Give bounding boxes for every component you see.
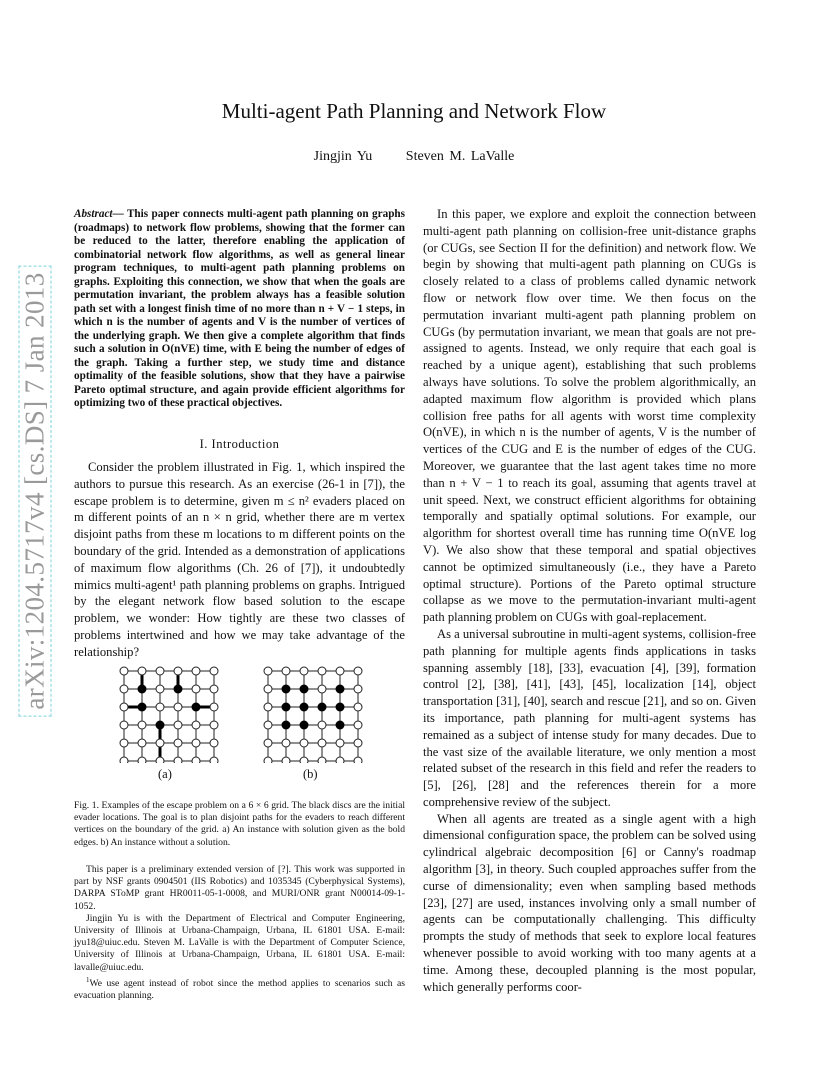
- author-name: Steven M. LaValle: [405, 149, 515, 164]
- arxiv-identifier[interactable]: arXiv:1204.5717v4 [cs.DS] 7 Jan 2013: [19, 265, 52, 716]
- author-list: [0, 149, 828, 165]
- footnote-marker: 1: [86, 975, 90, 984]
- right-paragraph: When all agents are treated as a single agent with a high dimensional configuration space, the problem can be solved using cylindrical algebraic decomposition [6] or Canny's roadmap algorithm [3], in theory. Such coupled approaches suffer from the curse of dimensionality; even when sampling based methods [23], [27] are used, instances involving only a small number of agents can be computationally challenging. This difficulty prompts the study of methods that seek to explore local features whenever possible to avoid working with too many agents at a time. Among these, decoupled planning is the most popular, which generally performs coor-: [423, 811, 756, 994]
- abstract-text: — This paper connects multi-agent path planning on graphs (roadmaps) to network flow problems, showing that the former can be reduced to the latter, therefore enabling the application of combinatorial network flow algorithms, as well as general linear program techniques, to multi-agent path planning problems on graphs. Exploiting this connection, we show that when the goals are permutation invariant, the problem always has a feasible solution path set with a longest finish time of no more than n + V − 1 steps, in which n is the number of agents and V is the number of vertices of the underlying graph. We then give a complete algorithm that finds such a solution in O(nVE) time, with E being the number of edges of the graph. Taking a further step, we study time and distance optimality of the feasible solutions, show that they have a pairwise Pareto optimal structure, and again provide efficient algorithms for optimizing two of these practical objectives.: [74, 208, 405, 409]
- figure-label-b: (b): [303, 767, 318, 781]
- arxiv-sidebar: [18, 256, 52, 726]
- right-paragraph: In this paper, we explore and exploit the connection between multi-agent path planning on collision-free unit-distance graphs (or CUGs, see Section II for the definition) and network flow. We begin by showing that multi-agent path planning on CUGs is closely related to a class of problems called dynamic network flow or network flow over time. We then focus on the permutation invariant multi-agent path planning problem on CUGs (by permutation invariant, we mean that goals are not pre-assigned to agents. Instead, we only require that each goal is reached by a unique agent), establishing that such problems always have solutions. To solve the problem algorithmically, an adapted maximum flow algorithm is provided which plans collision free paths for all agents with worst time complexity O(nVE), in which n is the number of agents, V is the number of vertices of the CUG and E is the number of edges of the CUG. Moreover, we guarantee that the last agent takes time no more than n + V − 1 to reach its goal, assuming that agents travel at unit speed. Next, we construct efficient algorithms for obtaining temporally and spatially optimal solutions. For example, our algorithm for shortest overall time has running time O(nVE log V). We also show that these temporal and spatial objectives cannot be optimized simultaneously (i.e., they have a Pareto optimal structure). Portions of the Pareto optimal structure collapse as we move to the permutation-invariant multi-agent path planning problem on CUGs with goal-replacement.: [423, 207, 756, 625]
- abstract-label: Abstract: [74, 208, 113, 220]
- right-column: [423, 206, 756, 995]
- funding-note: This paper is a preliminary extended version of [?]. This work was supported in part by NSF grants 0904501 (IIS Robotics) and 1035345 (Cyberphysical Systems), DARPA SToMP grant HR0011-05-1-0008, and MURI/ONR grant N00014-09-1-1052.: [74, 864, 405, 912]
- right-paragraph: As a universal subroutine in multi-agent systems, collision-free path planning for multiple agents finds applications in tasks spanning assembly [18], [33], evacuation [4], [39], formation control [2], [38], [41], [43], [45], localization [14], object transportation [31], [40], search and rescue [21], and so on. Given its importance, path planning for multi-agent systems has remained as a subject of intense study for many decades. Due to the vast size of the available literature, we only mention a most related subset of the research in this field and refer the readers to [5], [26], [28] and the references therein for a more comprehensive review of the subject.: [423, 626, 756, 809]
- intro-text: Consider the problem illustrated in Fig. 1, which inspired the authors to pursue this research. As an exercise (26-1 in [7]), the escape problem is to determine, given m ≤ n² evaders placed on m different points of an n × n grid, whether there are m vertex disjoint paths from these m locations to m different points on the boundary of the grid. Intended as a demonstration of applications of maximum flow algorithms (Ch. 26 of [7]), it undoubtedly mimics multi-agent¹ path planning problems on graphs. Intrigued by the elegant network flow based solution to the escape problem, we wonder: How tightly are these two classes of problems intertwined and how we may take advantage of the relationship?: [74, 460, 405, 659]
- grid-b: [260, 663, 370, 763]
- figure-1: [100, 663, 380, 785]
- figure-caption: Fig. 1. Examples of the escape problem on a 6 × 6 grid. The black discs are the initial evader locations. The goal is to plan disjoint paths for the evaders to reach different vertices on the boundary of the grid. a) An instance with solution given as the bold edges. b) An instance without a solution.: [74, 800, 405, 848]
- agent-footnote: [74, 974, 405, 1003]
- agent-footnote-text: We use agent instead of robot since the method applies to scenarios such as evacuation planning.: [74, 978, 405, 1002]
- author-name: Jingjin Yu: [313, 149, 373, 164]
- grid-a: [116, 663, 226, 763]
- footnotes: [74, 864, 405, 1002]
- abstract: [74, 208, 405, 411]
- intro-paragraph: [74, 459, 405, 661]
- paper-title: Multi-agent Path Planning and Network Flow: [221, 99, 607, 123]
- figure-label-a: (a): [158, 767, 172, 781]
- affiliation-note: Jingjin Yu is with the Department of Electrical and Computer Engineering, University of Illinois at Urbana-Champaign, Urbana, IL 61801 USA. E-mail: jyu18@uiuc.edu. Steven M. LaValle is with the Department of Computer Science, University of Illinois at Urbana-Champaign, Urbana, IL 61801 USA. E-mail: lavalle@uiuc.edu.: [74, 912, 405, 973]
- section-heading: I. Introduction: [199, 437, 280, 451]
